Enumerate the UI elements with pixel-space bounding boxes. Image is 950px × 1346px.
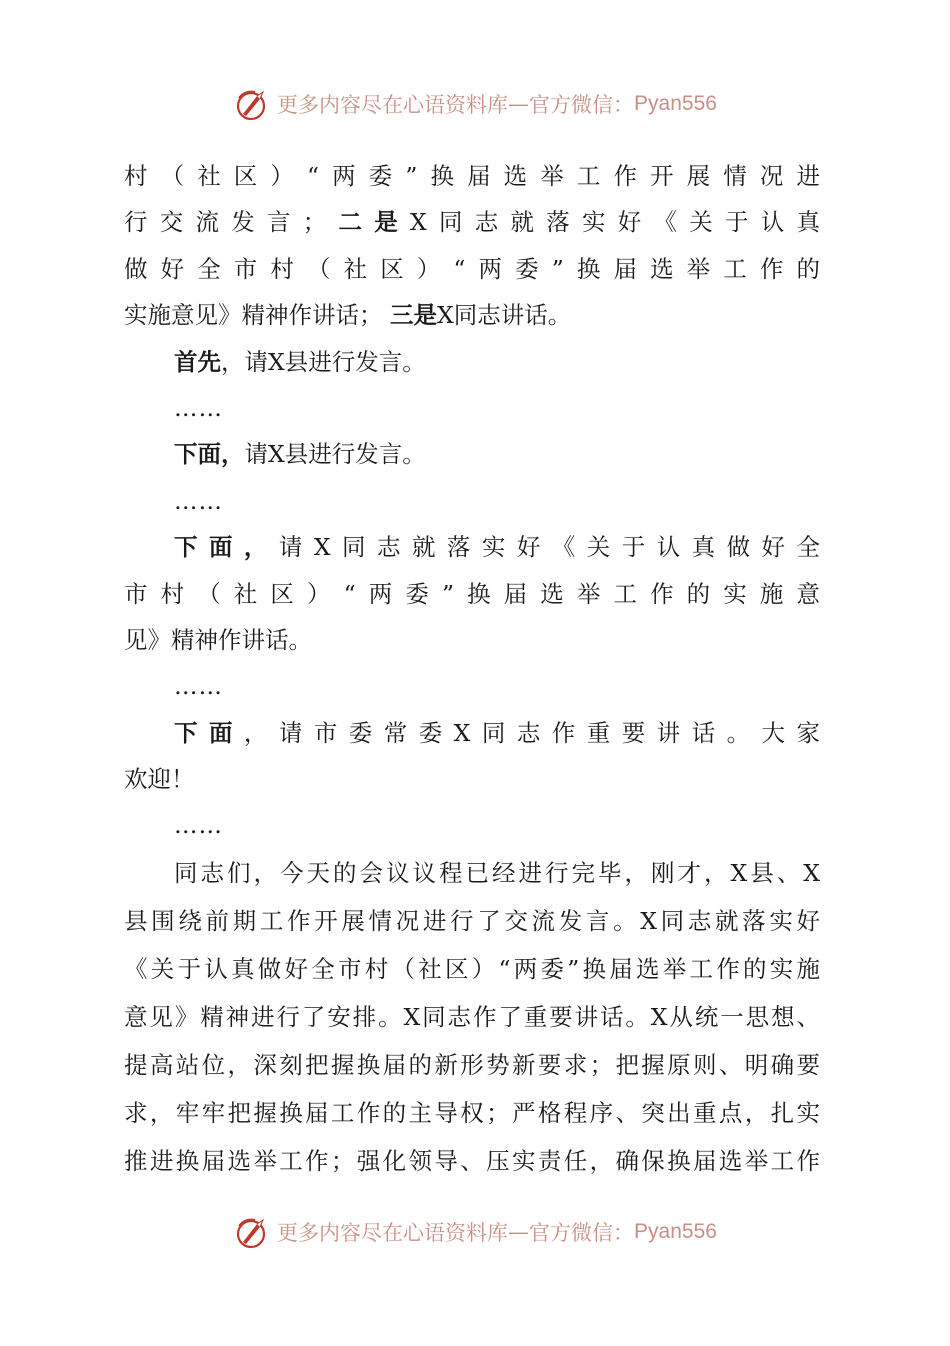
text-line: 见》精神作讲话。 [124,625,312,654]
watermark-footer [0,1210,950,1254]
text-line: 意见》精神进行了安排。X同志作了重要讲话。X从统一思想、 [124,1002,820,1031]
ellipsis: …… [174,486,223,515]
text-line: 行交流发言；二是X同志就落实好《关于认真 [124,208,820,237]
text-line: 县围绕前期工作开展情况进行了交流发言。X同志就落实好 [124,906,820,935]
watermark-text: 更多内容尽在心语资料库 [277,1221,509,1245]
text-line: 提高站位，深刻把握换届的新形势新要求；把握原则、明确要 [124,1050,820,1079]
document-body [124,153,820,1185]
watermark-wechat-id: Pyan556 [634,92,717,115]
watermark-wechat-label: 官方微信： [529,93,635,117]
text-line: 市村（社区）“两委”换届选举工作的实施意 [124,579,820,608]
text-line: 下面，请X同志就落实好《关于认真做好全 [174,533,820,562]
text-line: 推进换届选举工作；强化领导、压实责任，确保换届选举工作 [124,1146,820,1175]
bold-run: 首先 [174,347,221,376]
pen-nib-circle-icon [233,84,273,124]
watermark-wechat-label: 官方微信： [529,1221,635,1245]
text-line: 村（社区）“两委”换届选举工作开展情况进 [124,162,820,190]
pen-nib-circle-icon [233,1212,273,1252]
bold-run: 二是 [326,208,411,237]
text-line: 下面，请X县进行发言。 [174,440,426,469]
watermark-dash: — [508,1220,530,1244]
watermark-dash: — [508,92,530,116]
text-line: 首先，请X县进行发言。 [174,347,426,376]
ellipsis: …… [174,811,223,840]
bold-run: 下面 [174,718,244,747]
ellipsis: …… [174,672,223,701]
watermark-header [0,82,950,126]
bold-run: 三是 [389,301,437,330]
text-line: 欢迎！ [124,765,195,794]
ellipsis: …… [174,393,223,422]
text-line: 求，牢牢把握换届工作的主导权；严格程序、突出重点，扎实 [124,1098,820,1127]
closing-paragraph [124,849,820,1185]
bold-run: 下面， [174,440,245,469]
text-line: 下面，请市委常委X同志作重要讲话。大家 [174,718,820,747]
watermark-text: 更多内容尽在心语资料库 [277,93,509,117]
text-line: 《关于认真做好全市村（社区）“两委”换届选举工作的实施 [124,954,820,983]
watermark-wechat-id: Pyan556 [634,1220,717,1243]
text-line: 实施意见》精神作讲话； 三是X同志讲话。 [124,301,572,330]
bold-run: 下面， [174,533,279,562]
text-line: 同志们，今天的会议议程已经进行完毕，刚才，X县、X [174,858,820,887]
text-line: 做好全市村（社区）“两委”换届选举工作的 [124,254,820,283]
